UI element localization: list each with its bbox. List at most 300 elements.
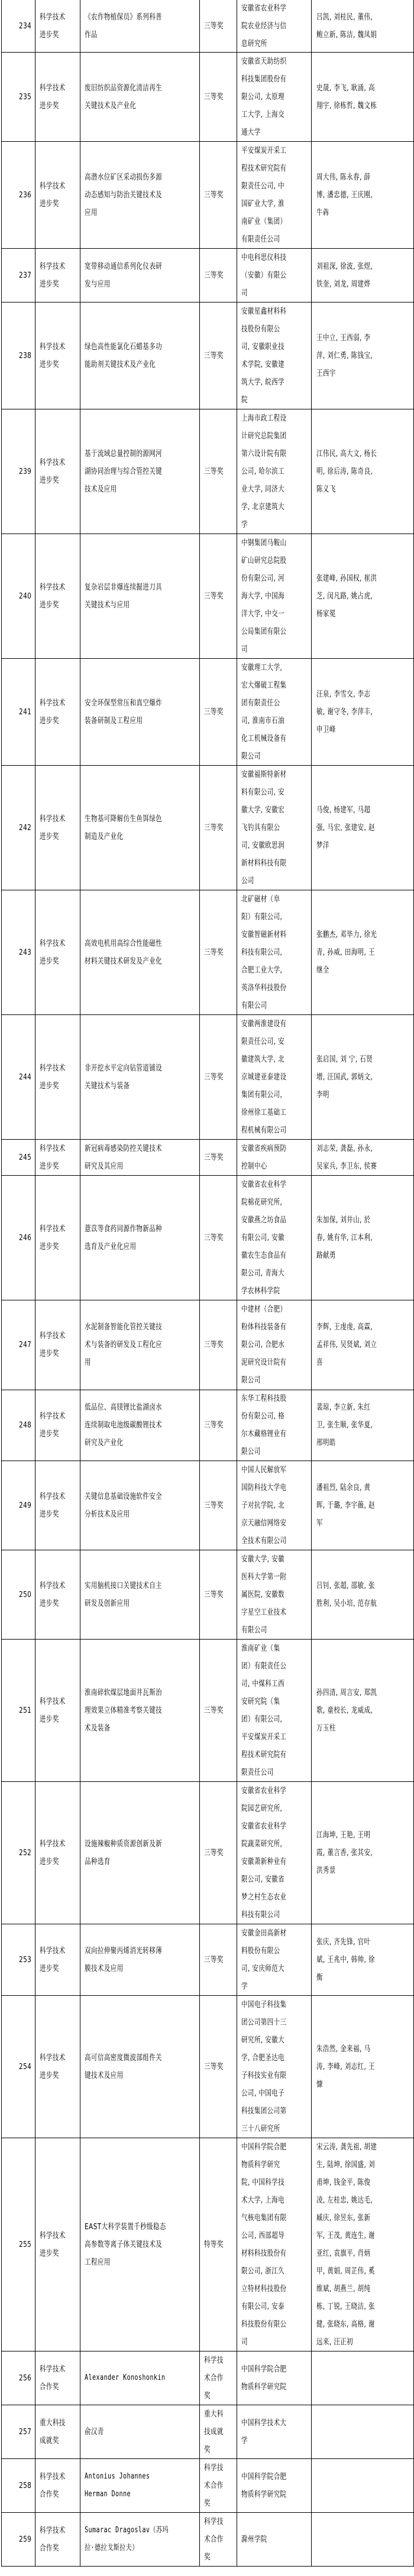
cell-units-line: 学	[241, 1981, 248, 1991]
cell-people	[311, 2138, 414, 2351]
cell-project-name-line: 关键技术及产业化	[85, 100, 137, 110]
cell-award-type	[35, 1300, 80, 1390]
cell-project-name-line: 研究及产业化	[85, 1438, 124, 1448]
cell-units-line: 限公司, 太原理	[241, 92, 285, 102]
cell-number-line: 242	[18, 822, 31, 832]
cell-award-level	[199, 1924, 237, 1995]
cell-people-line: 斌, 王兆中, 韩帅, 徐	[316, 1954, 375, 1964]
cell-units-line: 平安煤炭开采工	[241, 1732, 287, 1742]
cell-project-name	[80, 302, 199, 409]
cell-units-line: 司, 安徽职业技	[241, 341, 285, 352]
cell-people-line: 王西宇	[316, 368, 336, 378]
cell-award-type-line: 科学技术	[40, 12, 66, 22]
table-row	[1, 248, 414, 303]
cell-project-name-line: 安全环保型常压和真空爆炸	[85, 698, 163, 708]
cell-award-type	[35, 1550, 80, 1639]
cell-units-line: 团有限责任公	[241, 698, 280, 708]
cell-units-line: 程技术研究院有	[241, 163, 287, 173]
cell-project-name-line: Antonius Johannes	[85, 2471, 150, 2481]
cell-award-type	[35, 1924, 80, 1995]
cell-award-level-line: 科学技	[204, 2355, 224, 2365]
cell-people	[311, 1995, 414, 2138]
cell-units-line: 中国科学院合肥	[241, 2142, 287, 2152]
cell-number	[1, 248, 35, 302]
cell-number-line: 254	[18, 2061, 31, 2071]
cell-units-line: 有限责任公司	[241, 234, 280, 244]
cell-units-line: 学农林科学院	[241, 1286, 280, 1296]
cell-units-line: 泥研究设计院有	[241, 1358, 287, 1367]
cell-people	[311, 1781, 414, 1924]
cell-units-line: 安徽智磁新材料	[241, 929, 287, 939]
cell-number-line: 246	[18, 1232, 31, 1243]
cell-people-line: 甲, 黄娟, 周芷伟, 奚	[316, 2266, 375, 2276]
cell-award-level-line: 三等奖	[204, 466, 224, 476]
cell-people-line: 翔宇, 徐栋哲, 魏文栋	[316, 100, 377, 110]
cell-units	[237, 302, 311, 409]
cell-project-name	[80, 534, 199, 658]
cell-project-name	[80, 1924, 199, 1995]
cell-award-level	[199, 658, 237, 765]
table-row	[1, 534, 414, 659]
cell-people-line: 李明	[316, 1089, 329, 1100]
cell-people	[311, 2351, 414, 2405]
cell-units-line: 中钢集团马鞍山	[241, 538, 287, 548]
cell-award-level	[199, 2512, 237, 2566]
cell-people-line: 军, 王茂, 黄连生, 谢	[316, 2230, 375, 2240]
cell-people-line: 晖, 于璐, 李宇薇, 赵	[316, 1500, 375, 1510]
cell-units-line: 北矿磁材（阜	[241, 894, 280, 904]
cell-units-line: 司, 淮南市石油	[241, 715, 285, 726]
cell-award-type-line: 科学技术	[40, 1839, 66, 1849]
cell-award-type-line: 进步奖	[40, 1856, 59, 1866]
cell-units-line: 限公司, 安徽省	[241, 1874, 285, 1884]
cell-award-type-line: 成就奖	[40, 2435, 59, 2445]
cell-units-line: 计研究总院集团	[241, 431, 287, 441]
cell-number-line: 251	[18, 1705, 31, 1715]
cell-project-name	[80, 52, 199, 141]
cell-award-level	[199, 2351, 237, 2405]
cell-people-line: 铁奎, 刘龙, 周建烨	[316, 279, 371, 289]
cell-number-line: 236	[18, 190, 31, 200]
cell-project-name-line: 淮南碎软煤层地面井瓦斯治	[85, 1687, 163, 1697]
cell-units-line: 三十八研究所	[241, 2123, 280, 2133]
table-row	[1, 1995, 414, 2138]
cell-units-line: 限公司, 合肥水	[241, 1340, 285, 1349]
cell-award-type-line: 科学技术	[40, 2230, 66, 2240]
cell-award-level-line: 三等奖	[204, 1152, 224, 1162]
cell-project-name-line: 术与装备的研发及工程化应	[85, 1340, 163, 1349]
cell-people-line: 万玉柱	[316, 1723, 336, 1733]
cell-people-line: 军	[316, 1518, 323, 1528]
cell-units-line: 滁州学院	[241, 2534, 267, 2544]
cell-people-line: 胜利, 吴小培, 范存航	[316, 1598, 377, 1608]
cell-units-line: 安徽星鑫材料科	[241, 306, 287, 316]
cell-award-level-line: 三等奖	[204, 350, 224, 360]
cell-units-line: 术学院, 安徽建	[241, 359, 285, 369]
cell-units-line: 物质科学研究院	[241, 2489, 287, 2499]
cell-project-name-line: 品种选育	[85, 1856, 111, 1866]
table-row	[1, 2405, 414, 2459]
cell-units-line: 子科技实业有限	[241, 2070, 287, 2080]
cell-project-name-line: 动态感知与防治关键技术及	[85, 190, 163, 200]
cell-people-line: 张庆, 齐先锋, 官叶	[316, 1937, 371, 1947]
cell-units-line: 限公司	[241, 1447, 261, 1456]
cell-units-line: 属医院, 安徽数	[241, 1589, 285, 1599]
cell-units-line: 中国科学技术大	[241, 2418, 287, 2428]
cell-project-name-line: 理效果立体精准考察关键技	[85, 1705, 163, 1715]
cell-award-level-line: 三等奖	[204, 270, 224, 280]
cell-people-line: 喜	[316, 1358, 323, 1367]
cell-project-name	[80, 890, 199, 1014]
cell-project-name-line: 制造及产业化	[85, 831, 124, 841]
cell-units-line: 司, 中煤科工西	[241, 1679, 285, 1689]
cell-units	[237, 248, 311, 302]
cell-award-type-line: 进步奖	[40, 1963, 59, 1973]
cell-units-line: 京城建亚泰建设	[241, 1072, 287, 1082]
cell-award-level	[199, 141, 237, 248]
cell-award-level-line: 奖	[204, 2498, 211, 2508]
cell-award-type	[35, 2512, 80, 2566]
cell-units-line: 筑大学, 皖西学	[241, 377, 285, 387]
cell-people-line: 潘祖烈, 陆余良, 黄	[316, 1482, 371, 1492]
cell-award-type-line: 科学技术	[40, 1331, 66, 1341]
cell-units-line: 梦之村生态农业	[241, 1892, 287, 1902]
cell-units-line: 学, 北京建筑大	[241, 502, 285, 512]
cell-units-line: 安徽福斯特新材	[241, 769, 287, 779]
cell-people-line: 亚红, 袁旗平, 肖炳	[316, 2248, 371, 2258]
cell-award-level	[199, 1781, 237, 1924]
cell-units-line: 安徽理工大学,	[241, 662, 283, 672]
cell-project-name-line: 俞汉青	[85, 2427, 104, 2437]
cell-award-type-line: 进步奖	[40, 1714, 59, 1724]
cell-award-level-line: 三等奖	[204, 190, 224, 200]
table-row	[1, 1924, 414, 1996]
cell-units	[237, 1300, 311, 1390]
cell-award-level-line: 技成就	[204, 2427, 224, 2437]
cell-units-line: 安徽两淮建设有	[241, 1019, 287, 1029]
cell-project-name-line: 应用	[85, 207, 98, 217]
cell-people-line: 增, 汪国武, 郭炳文,	[316, 1072, 373, 1082]
cell-units-line: 司, 安庆师范大	[241, 1963, 285, 1973]
cell-project-name	[80, 1300, 199, 1390]
cell-project-name-line: 键技术及应用	[85, 2070, 124, 2080]
cell-number	[1, 1550, 35, 1639]
cell-project-name	[80, 2405, 199, 2458]
cell-award-type-line: 进步奖	[40, 30, 59, 40]
cell-project-name-line: 拉·德拉戈斯拉夫）	[85, 2543, 138, 2552]
cell-award-type-line: 合作奖	[40, 2489, 59, 2499]
table-row	[1, 890, 414, 1015]
cell-units-line: 阳）有限公司,	[241, 912, 283, 922]
cell-award-level-line: 科学技	[204, 2516, 224, 2526]
cell-award-type-line: 科学技术	[40, 83, 66, 93]
cell-people-line: 江伟民, 高大文, 杨长	[316, 448, 377, 458]
cell-project-name	[80, 409, 199, 534]
cell-project-name-line: 新冠病毒感染防控关键技术	[85, 1143, 163, 1153]
cell-people-line: 栋, 丁锐, 王晓洁, 张	[316, 2301, 375, 2311]
cell-units-line: 有限公司	[241, 1000, 267, 1010]
cell-award-type-line: 科学技术	[40, 1580, 66, 1591]
cell-units-line: 京天融信网络安	[241, 1518, 287, 1528]
cell-project-name-line: EAST大科学装置千秒级稳态	[85, 2222, 166, 2232]
cell-award-type-line: 科学技术	[40, 938, 66, 948]
cell-award-level-line: 奖	[204, 2444, 211, 2454]
cell-people-line: 朱加保, 刘井山, 於	[316, 1215, 371, 1225]
cell-award-type	[35, 141, 80, 248]
cell-award-type-line: 科学技术	[40, 1946, 66, 1956]
cell-project-name-line: 材料关键技术研发及产业化	[85, 956, 163, 966]
cell-people-line: 洪秀景	[316, 1865, 336, 1875]
cell-units-line: 安徽省农业科学	[241, 1785, 287, 1796]
cell-units-line: 安徽燕之坊食品	[241, 1215, 287, 1225]
cell-people-line: 涛, 李峰, 刘志红, 王	[316, 2061, 375, 2071]
cell-people-line: 汪泉, 李雪交, 李志	[316, 689, 371, 699]
cell-units-line: 安徽省天助纺织	[241, 56, 287, 66]
cell-award-level-line: 术合作	[204, 2534, 224, 2544]
cell-award-level	[199, 765, 237, 890]
cell-people-line: 慷	[316, 2079, 323, 2089]
cell-number-line: 257	[18, 2427, 31, 2437]
cell-number	[1, 1390, 35, 1461]
cell-number	[1, 890, 35, 1014]
cell-award-type-line: 进步奖	[40, 1429, 59, 1439]
cell-project-name	[80, 1550, 199, 1639]
cell-award-type-line: 进步奖	[40, 1509, 59, 1519]
cell-units-line: 学, 合肥圣达电	[241, 2053, 285, 2063]
table-row	[1, 302, 414, 409]
cell-people-line: 衡	[316, 1972, 323, 1982]
cell-people-line: 敏, 谢守冬, 李萍丰,	[316, 707, 373, 717]
cell-award-level-line: 三等奖	[204, 1954, 224, 1964]
cell-units-line: 中国人民解放军	[241, 1465, 287, 1475]
cell-units-line: 院农业经济与信	[241, 21, 287, 31]
cell-units-line: 东华工程科技股	[241, 1394, 287, 1403]
cell-award-type	[35, 0, 80, 52]
cell-project-name-line: 复杂岩层非爆连续掘进刀具	[85, 582, 163, 592]
cell-units-line: 科技股份有限公	[241, 2319, 287, 2329]
cell-people-line: 霞, 董言香, 张其安,	[316, 1848, 373, 1858]
cell-units-line: 飞钓具有限公	[241, 822, 280, 832]
cell-units-line: 平安煤炭开采工	[241, 145, 287, 155]
cell-award-type-line: 进步奖	[40, 1349, 59, 1358]
cell-award-type	[35, 302, 80, 409]
cell-number-line: 252	[18, 1848, 31, 1858]
cell-award-type	[35, 1995, 80, 2138]
cell-people-line: 周大伟, 陈永春, 薛	[316, 172, 371, 182]
table-row	[1, 0, 414, 53]
cell-project-name-line: 高可信高密度微波部组件关	[85, 2053, 163, 2063]
cell-units-line: 司	[241, 644, 248, 654]
cell-people	[311, 302, 414, 409]
cell-award-type-line: 科学技术	[40, 2364, 66, 2374]
cell-number	[1, 2351, 35, 2405]
cell-project-name-line: Herman Donne	[85, 2489, 131, 2499]
cell-award-level-line: 三等奖	[204, 1500, 224, 1510]
cell-units-line: 院棉花研究所,	[241, 1197, 283, 1207]
cell-award-type-line: 进步奖	[40, 359, 59, 369]
cell-award-level	[199, 1300, 237, 1390]
cell-award-level-line: 重大科	[204, 2409, 224, 2419]
cell-units	[237, 0, 311, 52]
cell-people	[311, 409, 414, 534]
cell-award-type	[35, 765, 80, 890]
cell-number-line: 258	[18, 2480, 31, 2490]
cell-project-name	[80, 765, 199, 890]
cell-number-line: 234	[18, 21, 31, 31]
table-row	[1, 1014, 414, 1140]
cell-units-line: 科技有限公司	[241, 1910, 280, 1920]
cell-award-type-line: 进步奖	[40, 475, 59, 485]
cell-project-name-line: 水泥制备智能化管控关键技	[85, 1322, 163, 1332]
table-row	[1, 765, 414, 890]
cell-number-line: 237	[18, 270, 31, 280]
cell-people-line: 孙四清, 周言安, 郑凯	[316, 1687, 377, 1697]
cell-people-line: 萍, 刘仁勇, 陈钱宝,	[316, 350, 373, 360]
cell-award-type-line: 科学技术	[40, 181, 66, 191]
cell-units-line: 安徽金田高新材	[241, 1928, 287, 1938]
cell-award-type-line: 进步奖	[40, 1598, 59, 1608]
cell-award-level-line: 三等奖	[204, 1072, 224, 1082]
cell-units-line: 宏大爆破工程集	[241, 680, 287, 690]
cell-units-line: 院, 中国科学技	[241, 2177, 285, 2187]
cell-award-level	[199, 1550, 237, 1639]
cell-project-name-line: 分析技术及应用	[85, 1509, 130, 1519]
cell-project-name-line: 研究及其应用	[85, 1161, 124, 1171]
cell-units-line: 限公司	[241, 751, 261, 761]
cell-units-line: 第六设计院有限	[241, 448, 287, 458]
table-row	[1, 141, 414, 249]
cell-award-level	[199, 2138, 237, 2351]
cell-award-level-line: 三等奖	[204, 1232, 224, 1243]
cell-units	[237, 2138, 311, 2351]
cell-number	[1, 765, 35, 890]
cell-units-line: 国矿业大学, 淮	[241, 199, 285, 209]
cell-project-name-line: 宽带移动通信系列化仪表研	[85, 261, 163, 271]
cell-people-line: 申卫峰	[316, 724, 336, 734]
cell-people-line: 孟祥伟, 吴贤斌, 刘立	[316, 1340, 377, 1349]
cell-units-line: （安徽）有限公	[241, 270, 287, 280]
cell-number-line: 256	[18, 2373, 31, 2383]
cell-units-line: 院蔬菜研究所,	[241, 1839, 283, 1849]
cell-units-line: 物质科学研究	[241, 2159, 280, 2170]
cell-units-line: 安徽省农业科学	[241, 4, 287, 13]
cell-units-line: 字星空工业技术	[241, 1607, 287, 1617]
cell-units-line: 中国科学院合肥	[241, 2364, 287, 2374]
cell-units	[237, 1550, 311, 1639]
cell-award-type	[35, 1461, 80, 1550]
table-row	[1, 1175, 414, 1300]
table-row	[1, 2458, 414, 2513]
cell-number-line: 240	[18, 591, 31, 601]
table-row	[1, 658, 414, 766]
cell-units-line: 通大学	[241, 127, 261, 137]
cell-units-line: 限责任公司, 安	[241, 1036, 285, 1046]
cell-number-line: 248	[18, 1420, 31, 1430]
cell-number	[1, 2405, 35, 2458]
table-row	[1, 1390, 414, 1461]
cell-award-type-line: 进步奖	[40, 715, 59, 726]
cell-people-line: 吕钊, 张超, 邵敏, 张	[316, 1580, 375, 1591]
cell-award-level	[199, 1995, 237, 2138]
cell-award-type-line: 科学技术	[40, 698, 66, 708]
cell-units	[237, 1781, 311, 1924]
cell-people	[311, 1550, 414, 1639]
cell-project-name	[80, 1461, 199, 1550]
cell-people-line: 卫, 张生顺, 张华夏,	[316, 1420, 373, 1430]
cell-award-level	[199, 2458, 237, 2512]
cell-project-name-line: 技术及应用	[85, 484, 117, 494]
cell-project-name-line: 膜技术及应用	[85, 1963, 124, 1973]
table-row	[1, 1781, 414, 1924]
cell-award-type	[35, 1781, 80, 1924]
cell-award-type-line: 进步奖	[40, 2248, 59, 2258]
cell-people-line: 吕凯, 刘桂民, 董伟,	[316, 12, 373, 22]
cell-units	[237, 890, 311, 1014]
cell-people-line: 刘志荣, 龚磊, 孙永,	[316, 1143, 373, 1153]
cell-number	[1, 1300, 35, 1390]
cell-award-level	[199, 1390, 237, 1461]
cell-people	[311, 2458, 414, 2512]
cell-units-line: 海大学, 中国海	[241, 591, 285, 601]
cell-people	[311, 1139, 414, 1175]
cell-project-name-line: 工程应用	[85, 2257, 111, 2267]
cell-units-line: 程技术研究院有	[241, 1749, 287, 1759]
cell-units	[237, 534, 311, 658]
cell-award-level	[199, 1139, 237, 1175]
cell-award-type	[35, 890, 80, 1014]
cell-award-level-line: 三等奖	[204, 822, 224, 832]
cell-award-level-line: 科学技	[204, 2463, 224, 2473]
cell-units-line: 限公司, 青海大	[241, 1268, 285, 1278]
cell-number	[1, 409, 35, 534]
cell-project-name-line: 高效电机用高综合性能磁性	[85, 938, 163, 948]
cell-people	[311, 52, 414, 141]
cell-award-type-line: 进步奖	[40, 1081, 59, 1091]
cell-award-level-line: 三等奖	[204, 1848, 224, 1858]
cell-units-line: 学	[241, 2435, 248, 2445]
cell-number	[1, 1175, 35, 1300]
cell-units-line: 科技集团股份有	[241, 74, 287, 84]
cell-number	[1, 1781, 35, 1924]
cell-people-line: 凌, 左桂忠, 姚达毛,	[316, 2195, 373, 2205]
cell-project-name	[80, 1781, 199, 1924]
cell-people-line: 张建峰, 孙国权, 崔洪	[316, 573, 377, 583]
cell-award-type-line: 科学技术	[40, 1411, 66, 1421]
table-row	[1, 2138, 414, 2351]
cell-units-line: 有限公司	[241, 1625, 267, 1635]
cell-award-type-line: 重大科技	[40, 2418, 66, 2428]
cell-award-level-line: 奖	[204, 2390, 211, 2401]
cell-units	[237, 52, 311, 141]
cell-units-line: 国防科技大学电	[241, 1482, 287, 1492]
cell-award-level	[199, 52, 237, 141]
cell-people-line: 甫坤, 钱金平, 陈俊	[316, 2177, 371, 2187]
cell-units-line: 中国电子科技集	[241, 1999, 287, 2009]
cell-units-line: 中电科思仪科技	[241, 252, 287, 262]
cell-people-line: 张鹏杰, 邓毕力, 徐光	[316, 929, 377, 939]
cell-people	[311, 658, 414, 765]
cell-people-line: 鲍立新, 陈洁, 魏凤娟	[316, 30, 377, 40]
cell-units-line: 医科大学第一附	[241, 1572, 287, 1582]
cell-people-line: 江海坤, 王艳, 王明	[316, 1830, 371, 1840]
cell-people-line: 朱浩然, 金来福, 马	[316, 2044, 371, 2054]
cell-people-line: 马俊, 杨建军, 马超	[316, 805, 371, 815]
cell-award-type-line: 科学技术	[40, 1696, 66, 1706]
cell-award-type-line: 科学技术	[40, 1491, 66, 1501]
cell-number	[1, 658, 35, 765]
cell-award-level-line: 奖	[204, 2552, 211, 2562]
cell-award-type-line: 进步奖	[40, 100, 59, 110]
